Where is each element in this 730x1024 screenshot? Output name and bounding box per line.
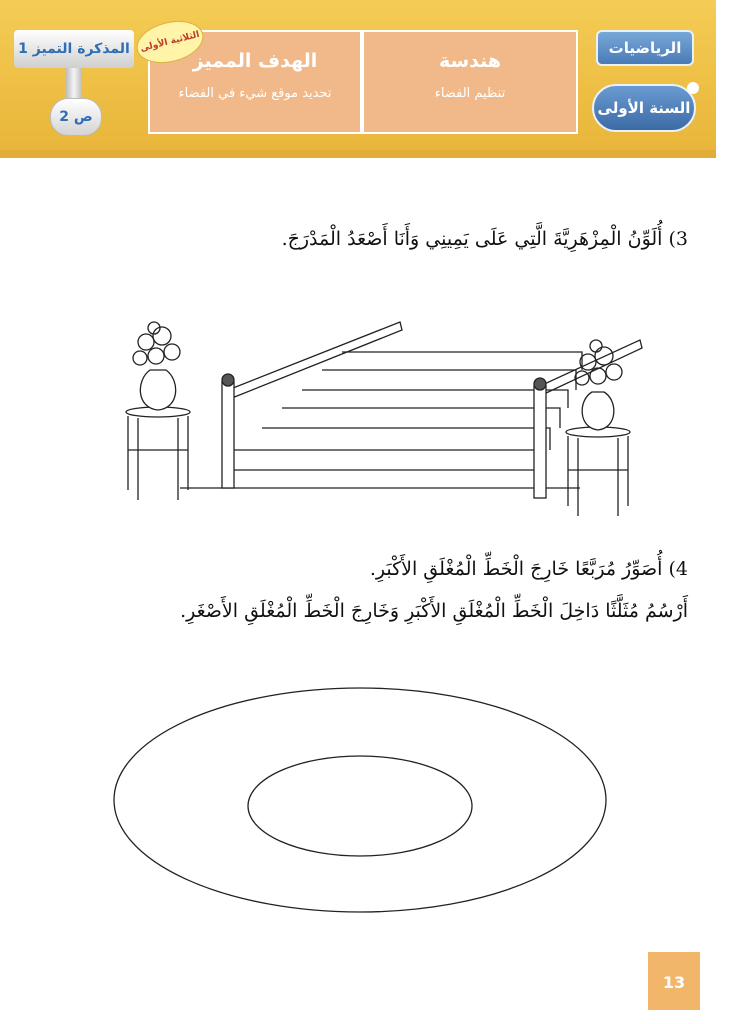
year-label: السنة الأولى: [592, 84, 696, 132]
goal-title: الهدف المميز: [192, 50, 318, 72]
page-number: 13: [648, 952, 700, 1010]
large-closed-curve: [114, 688, 606, 912]
domain-box: [362, 30, 578, 134]
domain-subtitle: تنظيم الفضاء: [434, 86, 506, 101]
stairs-illustration: [110, 300, 650, 530]
goal-subtitle: تحديد موقع شيء في الفضاء: [178, 86, 332, 101]
memo-title: المذكرة التميز 1: [14, 30, 134, 68]
term-badge: الثلاثية الأولى: [132, 14, 208, 69]
exercise-4-instruction: أَرْسُمُ مُثَلَّثًا دَاخِلَ الْخَطِّ الْمُغْلَقِ الأَكْبَرِ وَخَارِجَ الْخَطِّ الْمُغْلَقِ الأَصْغَرِ.: [180, 600, 688, 622]
year-dot: [687, 82, 699, 94]
header-shade: [0, 150, 716, 158]
closed-curves-figure: [100, 680, 620, 920]
domain-title: هندسة: [438, 50, 502, 72]
memo-page: ص 2: [50, 98, 102, 136]
subject-label: الرياضيات: [596, 30, 694, 66]
small-closed-curve: [248, 756, 472, 856]
exercise-3-text: 3) أُلَوِّنُ الْمِزْهَرِيَّةَ الَّتِي عَلَى يَمِينِي وَأَنَا أَصْعَدُ الْمَدْرَجَ.: [281, 228, 688, 250]
exercise-4-text: 4) أُصَوِّرُ مُرَبَّعًا خَارِجَ الْخَطِّ الْمُغْلَقِ الأَكْبَرِ.: [369, 558, 688, 580]
memo-stem: [66, 66, 82, 102]
